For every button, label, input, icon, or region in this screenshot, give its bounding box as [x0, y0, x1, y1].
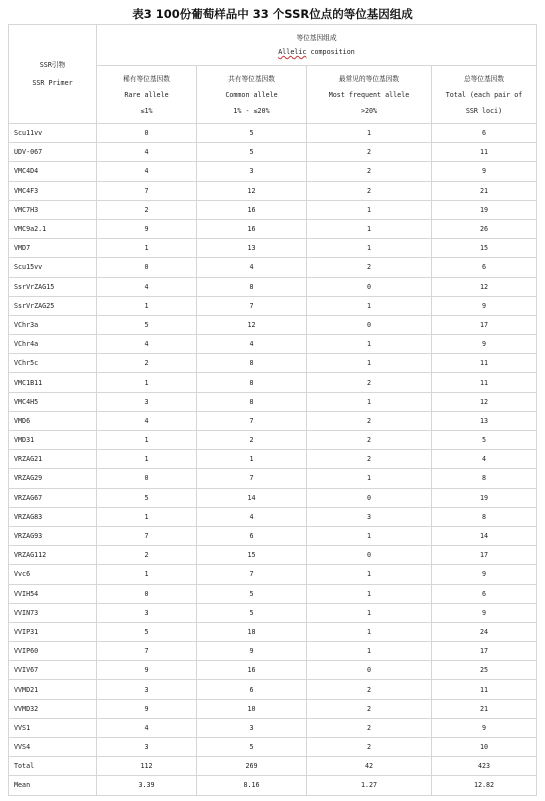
primer-name-cell: VRZAG67 — [9, 488, 97, 507]
value-cell: 3 — [97, 392, 197, 411]
table-row — [9, 488, 537, 507]
header-column-3 — [432, 66, 537, 124]
value-cell: 9 — [432, 296, 537, 315]
table-row — [9, 239, 537, 258]
value-cell: 2 — [307, 450, 432, 469]
value-cell: 7 — [197, 469, 307, 488]
value-cell: 2 — [307, 680, 432, 699]
value-cell: 10 — [432, 738, 537, 757]
primer-name-cell: VVMD32 — [9, 699, 97, 718]
table-row — [9, 680, 537, 699]
ssr-allele-table — [8, 24, 537, 796]
value-cell: 3.39 — [97, 776, 197, 795]
value-cell: 1 — [197, 450, 307, 469]
value-cell: 1 — [97, 239, 197, 258]
value-cell: 11 — [432, 680, 537, 699]
value-cell: 9 — [432, 565, 537, 584]
value-cell: 9 — [97, 661, 197, 680]
value-cell: 2 — [307, 718, 432, 737]
primer-name-cell: VVIH54 — [9, 584, 97, 603]
value-cell: 2 — [307, 411, 432, 430]
table-row — [9, 642, 537, 661]
value-cell: 2 — [307, 431, 432, 450]
value-cell: 4 — [197, 258, 307, 277]
value-cell: 1 — [307, 392, 432, 411]
value-cell: 21 — [432, 699, 537, 718]
value-cell: 14 — [197, 488, 307, 507]
value-cell: 42 — [307, 757, 432, 776]
primer-name-cell: VMD7 — [9, 239, 97, 258]
value-cell: 15 — [197, 546, 307, 565]
value-cell: 7 — [97, 526, 197, 545]
value-cell: 1 — [307, 124, 432, 143]
value-cell: 12 — [432, 277, 537, 296]
header-column-cn: 总等位基因数 — [463, 74, 505, 83]
primer-name-cell: UDV-067 — [9, 143, 97, 162]
table-row — [9, 622, 537, 641]
table-row — [9, 603, 537, 622]
value-cell: 1 — [307, 219, 432, 238]
header-allelic-en-b: composition — [306, 48, 355, 56]
value-cell: 7 — [97, 642, 197, 661]
table-row — [9, 162, 537, 181]
primer-name-cell: Scu11vv — [9, 124, 97, 143]
value-cell: 4 — [432, 450, 537, 469]
value-cell: 19 — [432, 488, 537, 507]
header-column-en: Total (each pair of — [445, 90, 523, 99]
primer-name-cell: Scu15vv — [9, 258, 97, 277]
table-row — [9, 124, 537, 143]
primer-name-cell: VMC4H5 — [9, 392, 97, 411]
primer-name-cell: VVMD21 — [9, 680, 97, 699]
value-cell: 269 — [197, 757, 307, 776]
value-cell: 2 — [307, 162, 432, 181]
primer-name-cell: VVS1 — [9, 718, 97, 737]
value-cell: 7 — [197, 296, 307, 315]
value-cell: 1 — [307, 200, 432, 219]
primer-name-cell: Mean — [9, 776, 97, 795]
primer-name-cell: Total — [9, 757, 97, 776]
value-cell: 3 — [97, 738, 197, 757]
value-cell: 1 — [307, 335, 432, 354]
value-cell: 1 — [97, 373, 197, 392]
value-cell: 8 — [197, 354, 307, 373]
value-cell: 1 — [307, 584, 432, 603]
primer-name-cell: VRZAG29 — [9, 469, 97, 488]
value-cell: 8 — [197, 373, 307, 392]
header-column-cn: 稀有等位基因数 — [123, 74, 170, 83]
header-column-0 — [97, 66, 197, 124]
value-cell: 8 — [432, 507, 537, 526]
primer-name-cell: VRZAG21 — [9, 450, 97, 469]
value-cell: 0 — [307, 315, 432, 334]
header-column-range: 1% - ≤20% — [233, 106, 270, 115]
value-cell: 1 — [97, 431, 197, 450]
value-cell: 0 — [307, 488, 432, 507]
header-column-1 — [197, 66, 307, 124]
primer-name-cell: VRZAG83 — [9, 507, 97, 526]
value-cell: 4 — [97, 718, 197, 737]
header-column-cn: 最常见的等位基因数 — [338, 74, 400, 83]
value-cell: 6 — [432, 584, 537, 603]
value-cell: 7 — [197, 411, 307, 430]
value-cell: 11 — [432, 354, 537, 373]
value-cell: 5 — [97, 488, 197, 507]
header-primer-cn: SSR引物 — [39, 61, 66, 69]
value-cell: 2 — [307, 738, 432, 757]
table-row — [9, 200, 537, 219]
header-allelic-cn: 等位基因组成 — [296, 34, 337, 42]
value-cell: 2 — [97, 546, 197, 565]
value-cell: 4 — [197, 335, 307, 354]
value-cell: 2 — [307, 143, 432, 162]
header-column-cn: 共有等位基因数 — [228, 74, 275, 83]
value-cell: 5 — [197, 124, 307, 143]
value-cell: 11 — [432, 373, 537, 392]
value-cell: 4 — [97, 335, 197, 354]
value-cell: 3 — [197, 162, 307, 181]
value-cell: 11 — [432, 143, 537, 162]
value-cell: 5 — [97, 622, 197, 641]
header-column-range: >20% — [360, 106, 378, 115]
header-column-en: Rare allele — [124, 90, 169, 99]
value-cell: 4 — [97, 162, 197, 181]
value-cell: 0 — [97, 124, 197, 143]
table-row — [9, 546, 537, 565]
value-cell: 5 — [197, 738, 307, 757]
header-allelic-en-a: Allelic — [278, 48, 307, 56]
table-row — [9, 181, 537, 200]
value-cell: 2 — [307, 181, 432, 200]
value-cell: 0 — [307, 546, 432, 565]
value-cell: 12 — [432, 392, 537, 411]
value-cell: 10 — [197, 699, 307, 718]
value-cell: 4 — [97, 143, 197, 162]
value-cell: 0 — [97, 258, 197, 277]
header-primer — [9, 25, 97, 124]
table-row — [9, 450, 537, 469]
value-cell: 9 — [97, 699, 197, 718]
value-cell: 2 — [97, 354, 197, 373]
value-cell: 18 — [197, 622, 307, 641]
primer-name-cell: VMD31 — [9, 431, 97, 450]
value-cell: 12 — [197, 181, 307, 200]
header-allelic-en — [97, 45, 536, 59]
value-cell: 4 — [97, 277, 197, 296]
value-cell: 16 — [197, 219, 307, 238]
value-cell: 112 — [97, 757, 197, 776]
header-column-range: ≤1% — [140, 106, 153, 115]
value-cell: 25 — [432, 661, 537, 680]
table-row — [9, 335, 537, 354]
value-cell: 5 — [97, 315, 197, 334]
value-cell: 5 — [197, 143, 307, 162]
value-cell: 9 — [432, 603, 537, 622]
primer-name-cell: VMC9a2.1 — [9, 219, 97, 238]
value-cell: 1 — [307, 469, 432, 488]
value-cell: 4 — [97, 411, 197, 430]
value-cell: 9 — [432, 162, 537, 181]
primer-name-cell: VMC1B11 — [9, 373, 97, 392]
value-cell: 1 — [97, 565, 197, 584]
primer-name-cell: VRZAG112 — [9, 546, 97, 565]
value-cell: 2 — [97, 200, 197, 219]
header-primer-en: SSR Primer — [32, 79, 73, 87]
value-cell: 3 — [97, 680, 197, 699]
value-cell: 17 — [432, 546, 537, 565]
value-cell: 1 — [307, 565, 432, 584]
value-cell: 1 — [97, 296, 197, 315]
value-cell: 0 — [97, 469, 197, 488]
value-cell: 16 — [197, 200, 307, 219]
header-column-range: SSR loci) — [465, 106, 503, 115]
value-cell: 423 — [432, 757, 537, 776]
value-cell: 3 — [97, 603, 197, 622]
table-row — [9, 738, 537, 757]
table-row — [9, 143, 537, 162]
value-cell: 8 — [197, 392, 307, 411]
primer-name-cell: VVIV67 — [9, 661, 97, 680]
value-cell: 1 — [307, 526, 432, 545]
table-row — [9, 469, 537, 488]
table-row — [9, 392, 537, 411]
value-cell: 1 — [307, 239, 432, 258]
primer-name-cell: VVIP31 — [9, 622, 97, 641]
primer-name-cell: VVIP60 — [9, 642, 97, 661]
header-column-en: Common allele — [225, 90, 278, 99]
header-allelic-composition — [97, 25, 537, 66]
value-cell: 9 — [432, 718, 537, 737]
primer-name-cell: VVS4 — [9, 738, 97, 757]
value-cell: 1.27 — [307, 776, 432, 795]
value-cell: 16 — [197, 661, 307, 680]
table-row — [9, 776, 537, 795]
value-cell: 0 — [307, 661, 432, 680]
value-cell: 12.82 — [432, 776, 537, 795]
table-row — [9, 315, 537, 334]
value-cell: 19 — [432, 200, 537, 219]
value-cell: 7 — [197, 565, 307, 584]
primer-name-cell: VVIN73 — [9, 603, 97, 622]
table-row — [9, 699, 537, 718]
table-row — [9, 277, 537, 296]
value-cell: 1 — [307, 642, 432, 661]
primer-name-cell: VMD6 — [9, 411, 97, 430]
table-row — [9, 661, 537, 680]
header-column-en: Most frequent allele — [328, 90, 410, 99]
primer-name-cell: Vvc6 — [9, 565, 97, 584]
primer-name-cell: VMC4D4 — [9, 162, 97, 181]
value-cell: 2 — [197, 431, 307, 450]
value-cell: 1 — [97, 450, 197, 469]
value-cell: 13 — [432, 411, 537, 430]
table-row — [9, 258, 537, 277]
value-cell: 12 — [197, 315, 307, 334]
value-cell: 26 — [432, 219, 537, 238]
value-cell: 8 — [197, 277, 307, 296]
value-cell: 2 — [307, 373, 432, 392]
primer-name-cell: VMC7H3 — [9, 200, 97, 219]
value-cell: 24 — [432, 622, 537, 641]
value-cell: 7 — [97, 181, 197, 200]
value-cell: 17 — [432, 315, 537, 334]
primer-name-cell: SsrVrZAG25 — [9, 296, 97, 315]
table-row — [9, 718, 537, 737]
primer-name-cell: VChr4a — [9, 335, 97, 354]
value-cell: 15 — [432, 239, 537, 258]
table-row — [9, 757, 537, 776]
primer-name-cell: VMC4F3 — [9, 181, 97, 200]
table-row — [9, 373, 537, 392]
value-cell: 2 — [307, 699, 432, 718]
table-row — [9, 296, 537, 315]
value-cell: 0 — [97, 584, 197, 603]
value-cell: 14 — [432, 526, 537, 545]
table-row — [9, 507, 537, 526]
value-cell: 9 — [97, 219, 197, 238]
value-cell: 13 — [197, 239, 307, 258]
value-cell: 1 — [307, 296, 432, 315]
value-cell: 6 — [432, 124, 537, 143]
table-row — [9, 411, 537, 430]
value-cell: 21 — [432, 181, 537, 200]
table-row — [9, 584, 537, 603]
table-row — [9, 354, 537, 373]
primer-name-cell: SsrVrZAG15 — [9, 277, 97, 296]
value-cell: 5 — [197, 603, 307, 622]
value-cell: 6 — [197, 680, 307, 699]
value-cell: 8.16 — [197, 776, 307, 795]
table-title: 表3 100份葡萄样品中 33 个SSR位点的等位基因组成 — [132, 7, 413, 21]
value-cell: 0 — [307, 277, 432, 296]
value-cell: 5 — [432, 431, 537, 450]
table-row — [9, 565, 537, 584]
header-column-2 — [307, 66, 432, 124]
value-cell: 2 — [307, 258, 432, 277]
value-cell: 9 — [197, 642, 307, 661]
value-cell: 1 — [307, 622, 432, 641]
primer-name-cell: VChr5c — [9, 354, 97, 373]
primer-name-cell: VChr3a — [9, 315, 97, 334]
primer-name-cell: VRZAG93 — [9, 526, 97, 545]
table-row — [9, 219, 537, 238]
table-row — [9, 526, 537, 545]
value-cell: 1 — [307, 354, 432, 373]
value-cell: 3 — [197, 718, 307, 737]
table-row — [9, 431, 537, 450]
value-cell: 4 — [197, 507, 307, 526]
value-cell: 8 — [432, 469, 537, 488]
value-cell: 6 — [432, 258, 537, 277]
value-cell: 3 — [307, 507, 432, 526]
value-cell: 17 — [432, 642, 537, 661]
value-cell: 1 — [307, 603, 432, 622]
value-cell: 1 — [97, 507, 197, 526]
value-cell: 9 — [432, 335, 537, 354]
value-cell: 6 — [197, 526, 307, 545]
value-cell: 5 — [197, 584, 307, 603]
